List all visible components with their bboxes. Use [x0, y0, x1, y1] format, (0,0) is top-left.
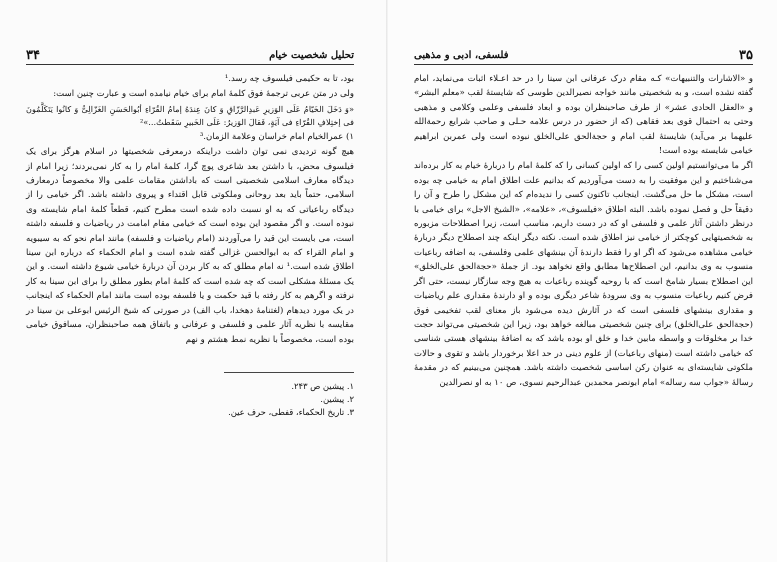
left-page — [0, 0, 388, 562]
footnote: ۱. پیشین ص ۲۴۳. — [291, 381, 354, 391]
header-rule — [26, 64, 354, 65]
header-rule — [414, 64, 753, 65]
paragraph: ولی در متن عربی ترجمهٔ فوق کلمهٔ امام برای خیام نیامده است و عبارت چنین است: — [53, 89, 354, 100]
footnote-rule — [224, 372, 354, 373]
right-page — [388, 0, 777, 562]
paragraph: و «الاشارات والتنبیهات» کـه مقام درک عرفانی ابن سینا را در حد اعـلاء اثبات می‌نماید، امام گفته نشده است، و به شخصیتی مانند خواجه نصیرالدین طوسی که شایستهٔ لقب «معلم البشر» و «العقل الحادی عشر» از طرف صاحبنظران بوده و ابعاد فلسفی وعلمی وکلامی و مذهبی وحتی به احتمال قوی بعد فقاهی (که از حضور در درس علامه حـلی و صاحب شرایع رحمة‌الله علیهما بر می‌آید) شایستهٔ لقب امام و حجةالحق علی‌الخلق نبوده است ولی عمربن ابراهیم خیامی شایسته بوده است! — [414, 74, 753, 157]
page-body — [26, 72, 354, 348]
running-head: تحلیل شخصیت خیام — [269, 49, 354, 61]
paragraph: بود، تا به حکیمی فیلسوف چه رسد.¹ — [224, 74, 354, 84]
page-body — [414, 72, 753, 391]
page-number: ۳۵ — [739, 47, 753, 63]
paragraph: ۱) عمرالخیام امام خراسان وعلامة الزمان.³ — [199, 131, 354, 142]
paragraph: اگر ما می‌توانستیم اولین کسی را که اولین کسانی را که کلمهٔ امام را دربارهٔ خیام به کار برده‌اند می‌شناختیم و این موفقیت را به دست می‌آوردیم که بدانیم علت اطلاق امام به خیامی چه بوده است، مشکل ما حل می‌گشت. اینجانب تاکنون کسی را ندیده‌ام که این مشکل را طرح و آن را دقیقاً حل و فصل نموده باشد. البته اطلاق «فیلسوف»، «علامه»، «الشیخ الاجل» برای خیامی با درنظر داشتن آثار علمی و فلسفی او که در دست داریم، مناسب است، زیرا اصطلاحات مزبوره به شخصیتهایی کوچکتر از خیامی نیز اطلاق شده است. نکته دیگر اینکه چند اصطلاح دیگر دربارهٔ خیامی مشاهده می‌شود که اگر او را فقط دارندهٔ آن بینشهای علمی وفلسفی، به اضافه رباعیات منسوب به وی بدانیم، این اصطلاح‌ها مطابق واقع نخواهد بود. از جملهٔ «حجة‌الحق علی‌الخلق» این اصطلاح بسیار شامخ است که با روحیه گوینده رباعیات به هیچ وجه سازگار نیست، حتی اگر فرض کنیم رباعیات منسوب به وی سرودهٔ شاعر دیگری بوده و او دارندهٔ مقداری علم ریاضیات و مقداری بینشهای فلسفی است که در آثارش دیده می‌شود باز معنای لقب تفخیمی فوق (حجة‌الحق علی‌الخلق) برای چنین شخصیتی مبالغه خواهد بود، زیرا این شخصیتی می‌تواند حجت خدا بر مخلوقات و واسطه مابین خدا و خلق او بوده باشد که به اضافهٔ بینشهای هستی شناسی که خیامی داشته است (منهای رباعیات) از علوم دینی در حد اعلا برخوردار باشد و تقوی و حالات ملکوتی شایسته‌ای به عنوان رکن اساسی شخصیت داشته باشد. همچنین می‌بینیم که در مقدمهٔ رسالهٔ «جواب سه رساله» امام ابونصر محمدبن عبدالرحیم نسوی، ص ۱۰ به او نصرالدین — [414, 161, 753, 388]
page-number: ۳۴ — [26, 47, 40, 63]
paragraph: هیچ گونه تردیدی نمی توان داشت دراینکه درمعرفی شخصیتها در اسلام هرگز برای یک فیلسوف محض، با داشتن بعد شاعری پوچ گرا، کلمهٔ امام را به کار نمی‌بردند؛ زیرا امام از دیدگاه معارف اسلامی شخصیتی است که باداشتن مقامات علمی والا مخصوصاً درمعارف اسلامی، حتماً باید بعد روحانی وملکوتی قابل اقتداء و پیروی داشته باشد. اگر خیامی را از دیدگاه رباعیاتی که به او نسبت داده شده است مطرح کنیم، قطعاً کلمهٔ امام شایسته وی نبوده است. و اگر مقصود این بوده است که خیامی مقام امامت در ریاضیات و فلسفه داشته است، می بایست این قید را می‌آوردند (امام ریاضیات و فلسفه) مانند امام نحو که به سیبویه و امام القراء که به ابوالحسن غزالی گفته شده است و امام الحکماء که درباره ابن سینا اطلاق شده است.¹ نه امام مطلق که به کار بردن آن دربارهٔ خیامی شیوع داشته است. و این یک مسئلهٔ مشکلی است که چه شده است که کلمهٔ امام بطور مطلق را برای ابن سینا به کار نرفته و اگرهم به کار رفته با قید حکمت و یا فلسفه بوده است مانند امام الحکماء که اینجانب در یک مورد دیدهام (لغتنامهٔ دهخدا، باب الف) در صورتی که شیخ الرئیس ابوعلی بن سینا در مقایسه با نظریه آثار علمی و فلسفی و عرفانی و باتفاق همه صاحبنظران، مسافوق خیامی بوده است، مخصوصاً با نظریه نمط هشتم و نهم — [26, 147, 354, 345]
footnotes — [54, 380, 354, 419]
footnote: ۳. تاریخ الحکماء، قفطی، حرف عین. — [228, 407, 354, 417]
right-page-header — [414, 48, 753, 62]
left-page-header — [26, 48, 354, 62]
running-head: فلسفی، ادبی و مذهبی — [414, 49, 509, 61]
arabic-quote: «وَ دَخَلَ الخَیّامُ عَلَی الوَزیرِ عَبدِالرَّزّاقِ وَ کانَ عِندَهُ إمامُ القُرّاءِ أبُوالحَسَنِ الغَزّالِیُّ وَ کانُوا یَتَکَلَّمُونَ فی إختِلافِ القُرّاءِ فی آیَةٍ، فَقالَ الوَزیرُ: عَلَی الخَبیرِ سَقَطتُ...»² — [26, 103, 354, 127]
footnote: ۲. پیشین. — [320, 394, 354, 404]
